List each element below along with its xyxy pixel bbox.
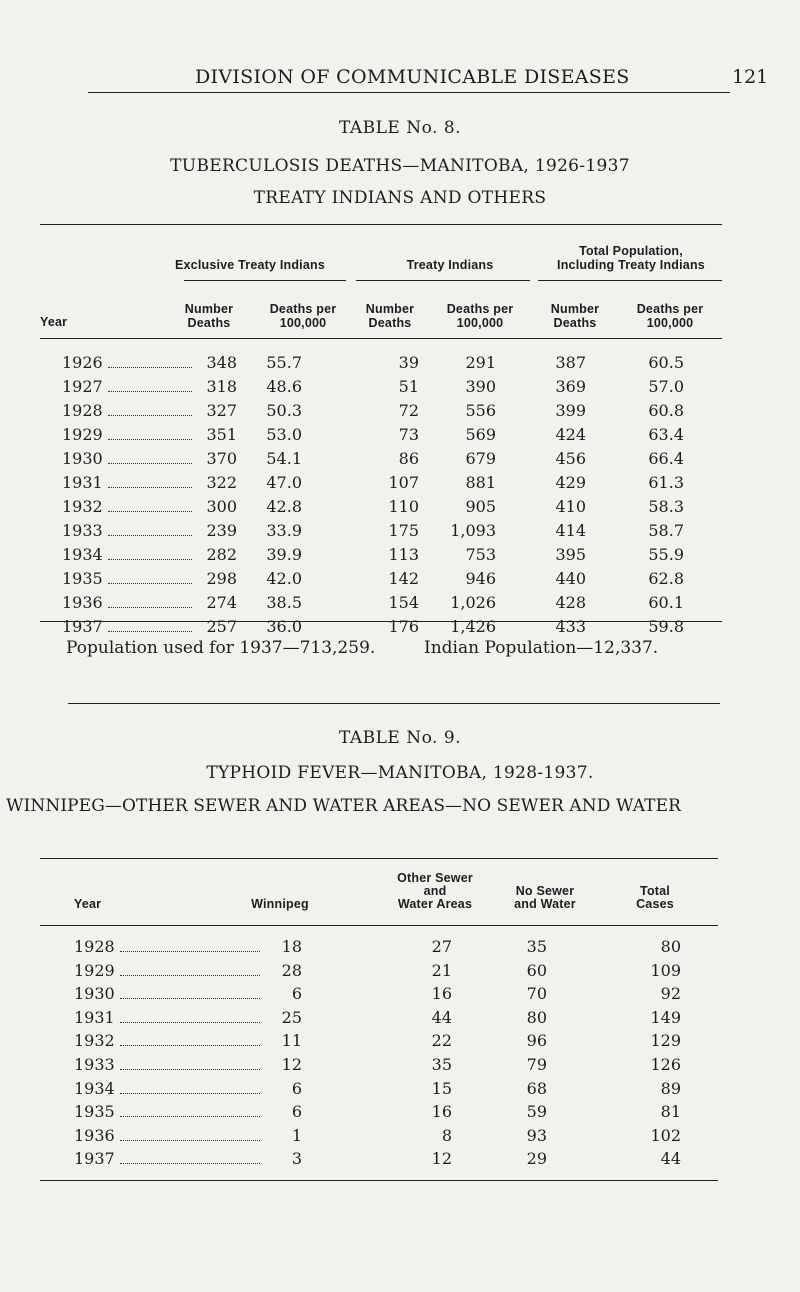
- table9-winnipeg-cell: 25: [281, 1008, 302, 1027]
- table8-exclusive-rate-cell: 38.5: [266, 593, 302, 612]
- table8-treaty-number-cell: 175: [388, 521, 419, 540]
- table9-subtitle: WINNIPEG—OTHER SEWER AND WATER AREAS—NO SEWER AND WATER: [6, 796, 682, 816]
- table8-header-rule: [40, 338, 722, 339]
- table9-other-sewer-cell: 12: [431, 1149, 452, 1168]
- table9-header-rule: [40, 925, 718, 926]
- table8-treaty-number-cell: 154: [388, 593, 419, 612]
- table8-exclusive-rate-cell: 42.0: [266, 569, 302, 588]
- table8-year-cell: 1928: [62, 401, 103, 420]
- table8-treaty-number-cell: 73: [398, 425, 419, 444]
- table9-no-sewer-cell: 70: [526, 984, 547, 1003]
- table8-treaty-number-cell: 72: [398, 401, 419, 420]
- table8-exclusive-rate-cell: 39.9: [266, 545, 302, 564]
- table9-no-sewer-cell: 29: [526, 1149, 547, 1168]
- table8-total-rate-cell: 60.1: [648, 593, 684, 612]
- table8-exclusive-number-cell: 370: [206, 449, 237, 468]
- table9-total-cell: 44: [660, 1149, 681, 1168]
- table8-year-cell: 1934: [62, 545, 103, 564]
- table8-treaty-rate-cell: 556: [465, 401, 496, 420]
- table8-sub-total-rate-l1: Deaths per: [636, 302, 704, 316]
- table8-treaty-number-cell: 39: [398, 353, 419, 372]
- table8-total-number-cell: 456: [555, 449, 586, 468]
- table8-total-rate-cell: 63.4: [648, 425, 684, 444]
- table9-year-cell: 1931: [74, 1008, 115, 1027]
- table8-year-cell: 1936: [62, 593, 103, 612]
- table9-no-sewer-cell: 80: [526, 1008, 547, 1027]
- table8-treaty-number-cell: 51: [398, 377, 419, 396]
- section-divider: [68, 703, 720, 704]
- page-number: 121: [732, 66, 769, 88]
- table9-no-sewer-cell: 79: [526, 1055, 547, 1074]
- table8-total-number-cell: 369: [555, 377, 586, 396]
- table8-total-rate-cell: 60.8: [648, 401, 684, 420]
- table8-total-rate-cell: 58.3: [648, 497, 684, 516]
- table9-title: TYPHOID FEVER—MANITOBA, 1928-1937.: [206, 763, 594, 783]
- table8-exclusive-rate-cell: 36.0: [266, 617, 302, 636]
- table9-other-header-l2: and: [423, 884, 447, 898]
- table8-group-total-line1: Total Population,: [579, 244, 683, 258]
- table8-treaty-rate-cell: 946: [465, 569, 496, 588]
- table9-no-sewer-cell: 68: [526, 1079, 547, 1098]
- table8-sub-total-number-l1: Number: [550, 302, 600, 316]
- table8-treaty-number-cell: 86: [398, 449, 419, 468]
- table8-footnote-population: Population used for 1937—713,259.: [66, 638, 376, 658]
- table9-winnipeg-cell: 1: [291, 1126, 302, 1145]
- table8-sub-number-l2: Deaths: [187, 316, 231, 330]
- table8-total-rate-cell: 66.4: [648, 449, 684, 468]
- table8-sub-rate-l2: 100,000: [279, 316, 327, 330]
- table8-total-number-cell: 433: [555, 617, 586, 636]
- table9-winnipeg-cell: 18: [281, 937, 302, 956]
- table8-total-number-cell: 424: [555, 425, 586, 444]
- table8-year-cell: 1930: [62, 449, 103, 468]
- table8-label: TABLE No. 8.: [338, 118, 462, 138]
- table8-treaty-rate-cell: 569: [465, 425, 496, 444]
- table9-nosewer-header-l2: and Water: [514, 897, 576, 911]
- table8-total-rate-cell: 55.9: [648, 545, 684, 564]
- table9-winnipeg-cell: 11: [281, 1031, 302, 1050]
- table8-total-number-cell: 414: [555, 521, 586, 540]
- table9-total-cell: 126: [650, 1055, 681, 1074]
- table9-year-cell: 1933: [74, 1055, 115, 1074]
- table8-treaty-rate-cell: 1,093: [450, 521, 496, 540]
- table9-total-cell: 80: [660, 937, 681, 956]
- running-head: DIVISION OF COMMUNICABLE DISEASES: [195, 66, 630, 88]
- table8-exclusive-rate-cell: 47.0: [266, 473, 302, 492]
- table8-sub-total-rate-l2: 100,000: [646, 316, 694, 330]
- table8-exclusive-number-cell: 322: [206, 473, 237, 492]
- table9-other-sewer-cell: 8: [441, 1126, 452, 1145]
- table8-year-cell: 1926: [62, 353, 103, 372]
- table9-other-sewer-cell: 22: [431, 1031, 452, 1050]
- table9-total-cell: 92: [660, 984, 681, 1003]
- table9-winnipeg-cell: 6: [291, 984, 302, 1003]
- table9-year-cell: 1934: [74, 1079, 115, 1098]
- table8-footnote-indian-population: Indian Population—12,337.: [424, 638, 659, 658]
- table8-total-number-cell: 395: [555, 545, 586, 564]
- table9-other-sewer-cell: 35: [431, 1055, 452, 1074]
- table9-other-sewer-cell: 16: [431, 1102, 452, 1121]
- table8-exclusive-number-cell: 300: [206, 497, 237, 516]
- table8-total-number-cell: 387: [555, 353, 586, 372]
- table9-year-cell: 1937: [74, 1149, 115, 1168]
- table8-sub-treaty-rate-l1: Deaths per: [446, 302, 514, 316]
- table8-sub-treaty-number-l2: Deaths: [368, 316, 412, 330]
- table8-year-cell: 1929: [62, 425, 103, 444]
- table9-other-sewer-cell: 21: [431, 961, 452, 980]
- table8-treaty-number-cell: 113: [388, 545, 419, 564]
- table8-group-rule-treaty: [356, 280, 530, 281]
- table9-winnipeg-cell: 12: [281, 1055, 302, 1074]
- table9-winnipeg-cell: 28: [281, 961, 302, 980]
- table8-group-total-line2: Including Treaty Indians: [557, 258, 705, 272]
- table8-year-cell: 1927: [62, 377, 103, 396]
- table8-total-rate-cell: 59.8: [648, 617, 684, 636]
- table9-total-header-l1: Total: [640, 884, 670, 898]
- table8-total-rate-cell: 60.5: [648, 353, 684, 372]
- table8-sub-rate-l1: Deaths per: [269, 302, 337, 316]
- table8-bottom-rule: [40, 621, 722, 622]
- table8-exclusive-number-cell: 327: [206, 401, 237, 420]
- table9-other-sewer-cell: 44: [431, 1008, 452, 1027]
- table9-winnipeg-header: Winnipeg: [251, 897, 309, 911]
- table8-year-cell: 1935: [62, 569, 103, 588]
- table8-exclusive-number-cell: 318: [206, 377, 237, 396]
- table8-treaty-rate-cell: 905: [465, 497, 496, 516]
- table9-bottom-rule: [40, 1180, 718, 1181]
- table8-treaty-rate-cell: 390: [465, 377, 496, 396]
- table8-treaty-rate-cell: 753: [465, 545, 496, 564]
- table8-total-number-cell: 428: [555, 593, 586, 612]
- table8-title: TUBERCULOSIS DEATHS—MANITOBA, 1926-1937: [170, 156, 630, 176]
- table8-year-header: Year: [40, 315, 68, 329]
- table8-exclusive-rate-cell: 48.6: [266, 377, 302, 396]
- table8-total-number-cell: 440: [555, 569, 586, 588]
- table8-exclusive-number-cell: 298: [206, 569, 237, 588]
- table9-no-sewer-cell: 93: [526, 1126, 547, 1145]
- table8-year-cell: 1933: [62, 521, 103, 540]
- table8-treaty-number-cell: 176: [388, 617, 419, 636]
- table9-year-cell: 1935: [74, 1102, 115, 1121]
- table9-year-cell: 1932: [74, 1031, 115, 1050]
- table9-winnipeg-cell: 6: [291, 1102, 302, 1121]
- table9-total-header-l2: Cases: [636, 897, 674, 911]
- table8-exclusive-rate-cell: 53.0: [266, 425, 302, 444]
- table9-other-sewer-cell: 16: [431, 984, 452, 1003]
- table9-year-cell: 1929: [74, 961, 115, 980]
- table9-total-cell: 129: [650, 1031, 681, 1050]
- table8-treaty-rate-cell: 881: [465, 473, 496, 492]
- table9-year-header: Year: [74, 897, 102, 911]
- table9-top-rule: [40, 858, 718, 859]
- table9-other-header-l1: Other Sewer: [397, 871, 473, 885]
- table8-treaty-number-cell: 110: [388, 497, 419, 516]
- table8-exclusive-rate-cell: 54.1: [266, 449, 302, 468]
- table8-year-cell: 1937: [62, 617, 103, 636]
- table9-other-sewer-cell: 15: [431, 1079, 452, 1098]
- table8-exclusive-rate-cell: 33.9: [266, 521, 302, 540]
- table8-exclusive-number-cell: 257: [206, 617, 237, 636]
- table8-exclusive-rate-cell: 50.3: [266, 401, 302, 420]
- table8-sub-number-l1: Number: [184, 302, 234, 316]
- table8-total-rate-cell: 61.3: [648, 473, 684, 492]
- table8-exclusive-number-cell: 351: [206, 425, 237, 444]
- table9-other-sewer-cell: 27: [431, 937, 452, 956]
- table9-no-sewer-cell: 96: [526, 1031, 547, 1050]
- table8-total-number-cell: 429: [555, 473, 586, 492]
- table8-sub-total-number-l2: Deaths: [553, 316, 597, 330]
- table9-year-cell: 1928: [74, 937, 115, 956]
- table8-total-rate-cell: 58.7: [648, 521, 684, 540]
- table8-total-rate-cell: 57.0: [648, 377, 684, 396]
- table9-total-cell: 89: [660, 1079, 681, 1098]
- table8-exclusive-rate-cell: 42.8: [266, 497, 302, 516]
- table8-exclusive-number-cell: 239: [206, 521, 237, 540]
- table8-year-cell: 1932: [62, 497, 103, 516]
- table8-sub-treaty-number-l1: Number: [365, 302, 415, 316]
- running-head-rule: [88, 92, 730, 93]
- table8-treaty-number-cell: 142: [388, 569, 419, 588]
- table9-label: TABLE No. 9.: [338, 728, 462, 748]
- table8-exclusive-number-cell: 348: [206, 353, 237, 372]
- table9-no-sewer-cell: 59: [526, 1102, 547, 1121]
- table8-treaty-rate-cell: 1,426: [450, 617, 496, 636]
- table8-exclusive-rate-cell: 55.7: [266, 353, 302, 372]
- table9-total-cell: 81: [660, 1102, 681, 1121]
- table8-subtitle: TREATY INDIANS AND OTHERS: [253, 188, 547, 208]
- table9-year-cell: 1936: [74, 1126, 115, 1145]
- table9-nosewer-header-l1: No Sewer: [515, 884, 575, 898]
- table8-top-rule: [40, 224, 722, 225]
- table9-total-cell: 102: [650, 1126, 681, 1145]
- table9-total-cell: 149: [650, 1008, 681, 1027]
- table8-total-number-cell: 410: [555, 497, 586, 516]
- table8-group-treaty: Treaty Indians: [406, 258, 494, 272]
- table9-year-cell: 1930: [74, 984, 115, 1003]
- table8-year-cell: 1931: [62, 473, 103, 492]
- table8-total-number-cell: 399: [555, 401, 586, 420]
- table9-no-sewer-cell: 60: [526, 961, 547, 980]
- table8-group-rule-exclusive: [184, 280, 346, 281]
- table8-exclusive-number-cell: 282: [206, 545, 237, 564]
- table8-treaty-rate-cell: 1,026: [450, 593, 496, 612]
- table8-treaty-rate-cell: 291: [465, 353, 496, 372]
- table9-winnipeg-cell: 3: [291, 1149, 302, 1168]
- table8-treaty-rate-cell: 679: [465, 449, 496, 468]
- table8-exclusive-number-cell: 274: [206, 593, 237, 612]
- table9-total-cell: 109: [650, 961, 681, 980]
- table8-group-exclusive: Exclusive Treaty Indians: [174, 258, 325, 272]
- table8-treaty-number-cell: 107: [388, 473, 419, 492]
- table9-no-sewer-cell: 35: [526, 937, 547, 956]
- table8-group-rule-total: [538, 280, 722, 281]
- table9-other-header-l3: Water Areas: [397, 897, 473, 911]
- table8-total-rate-cell: 62.8: [648, 569, 684, 588]
- table8-sub-treaty-rate-l2: 100,000: [456, 316, 504, 330]
- table9-winnipeg-cell: 6: [291, 1079, 302, 1098]
